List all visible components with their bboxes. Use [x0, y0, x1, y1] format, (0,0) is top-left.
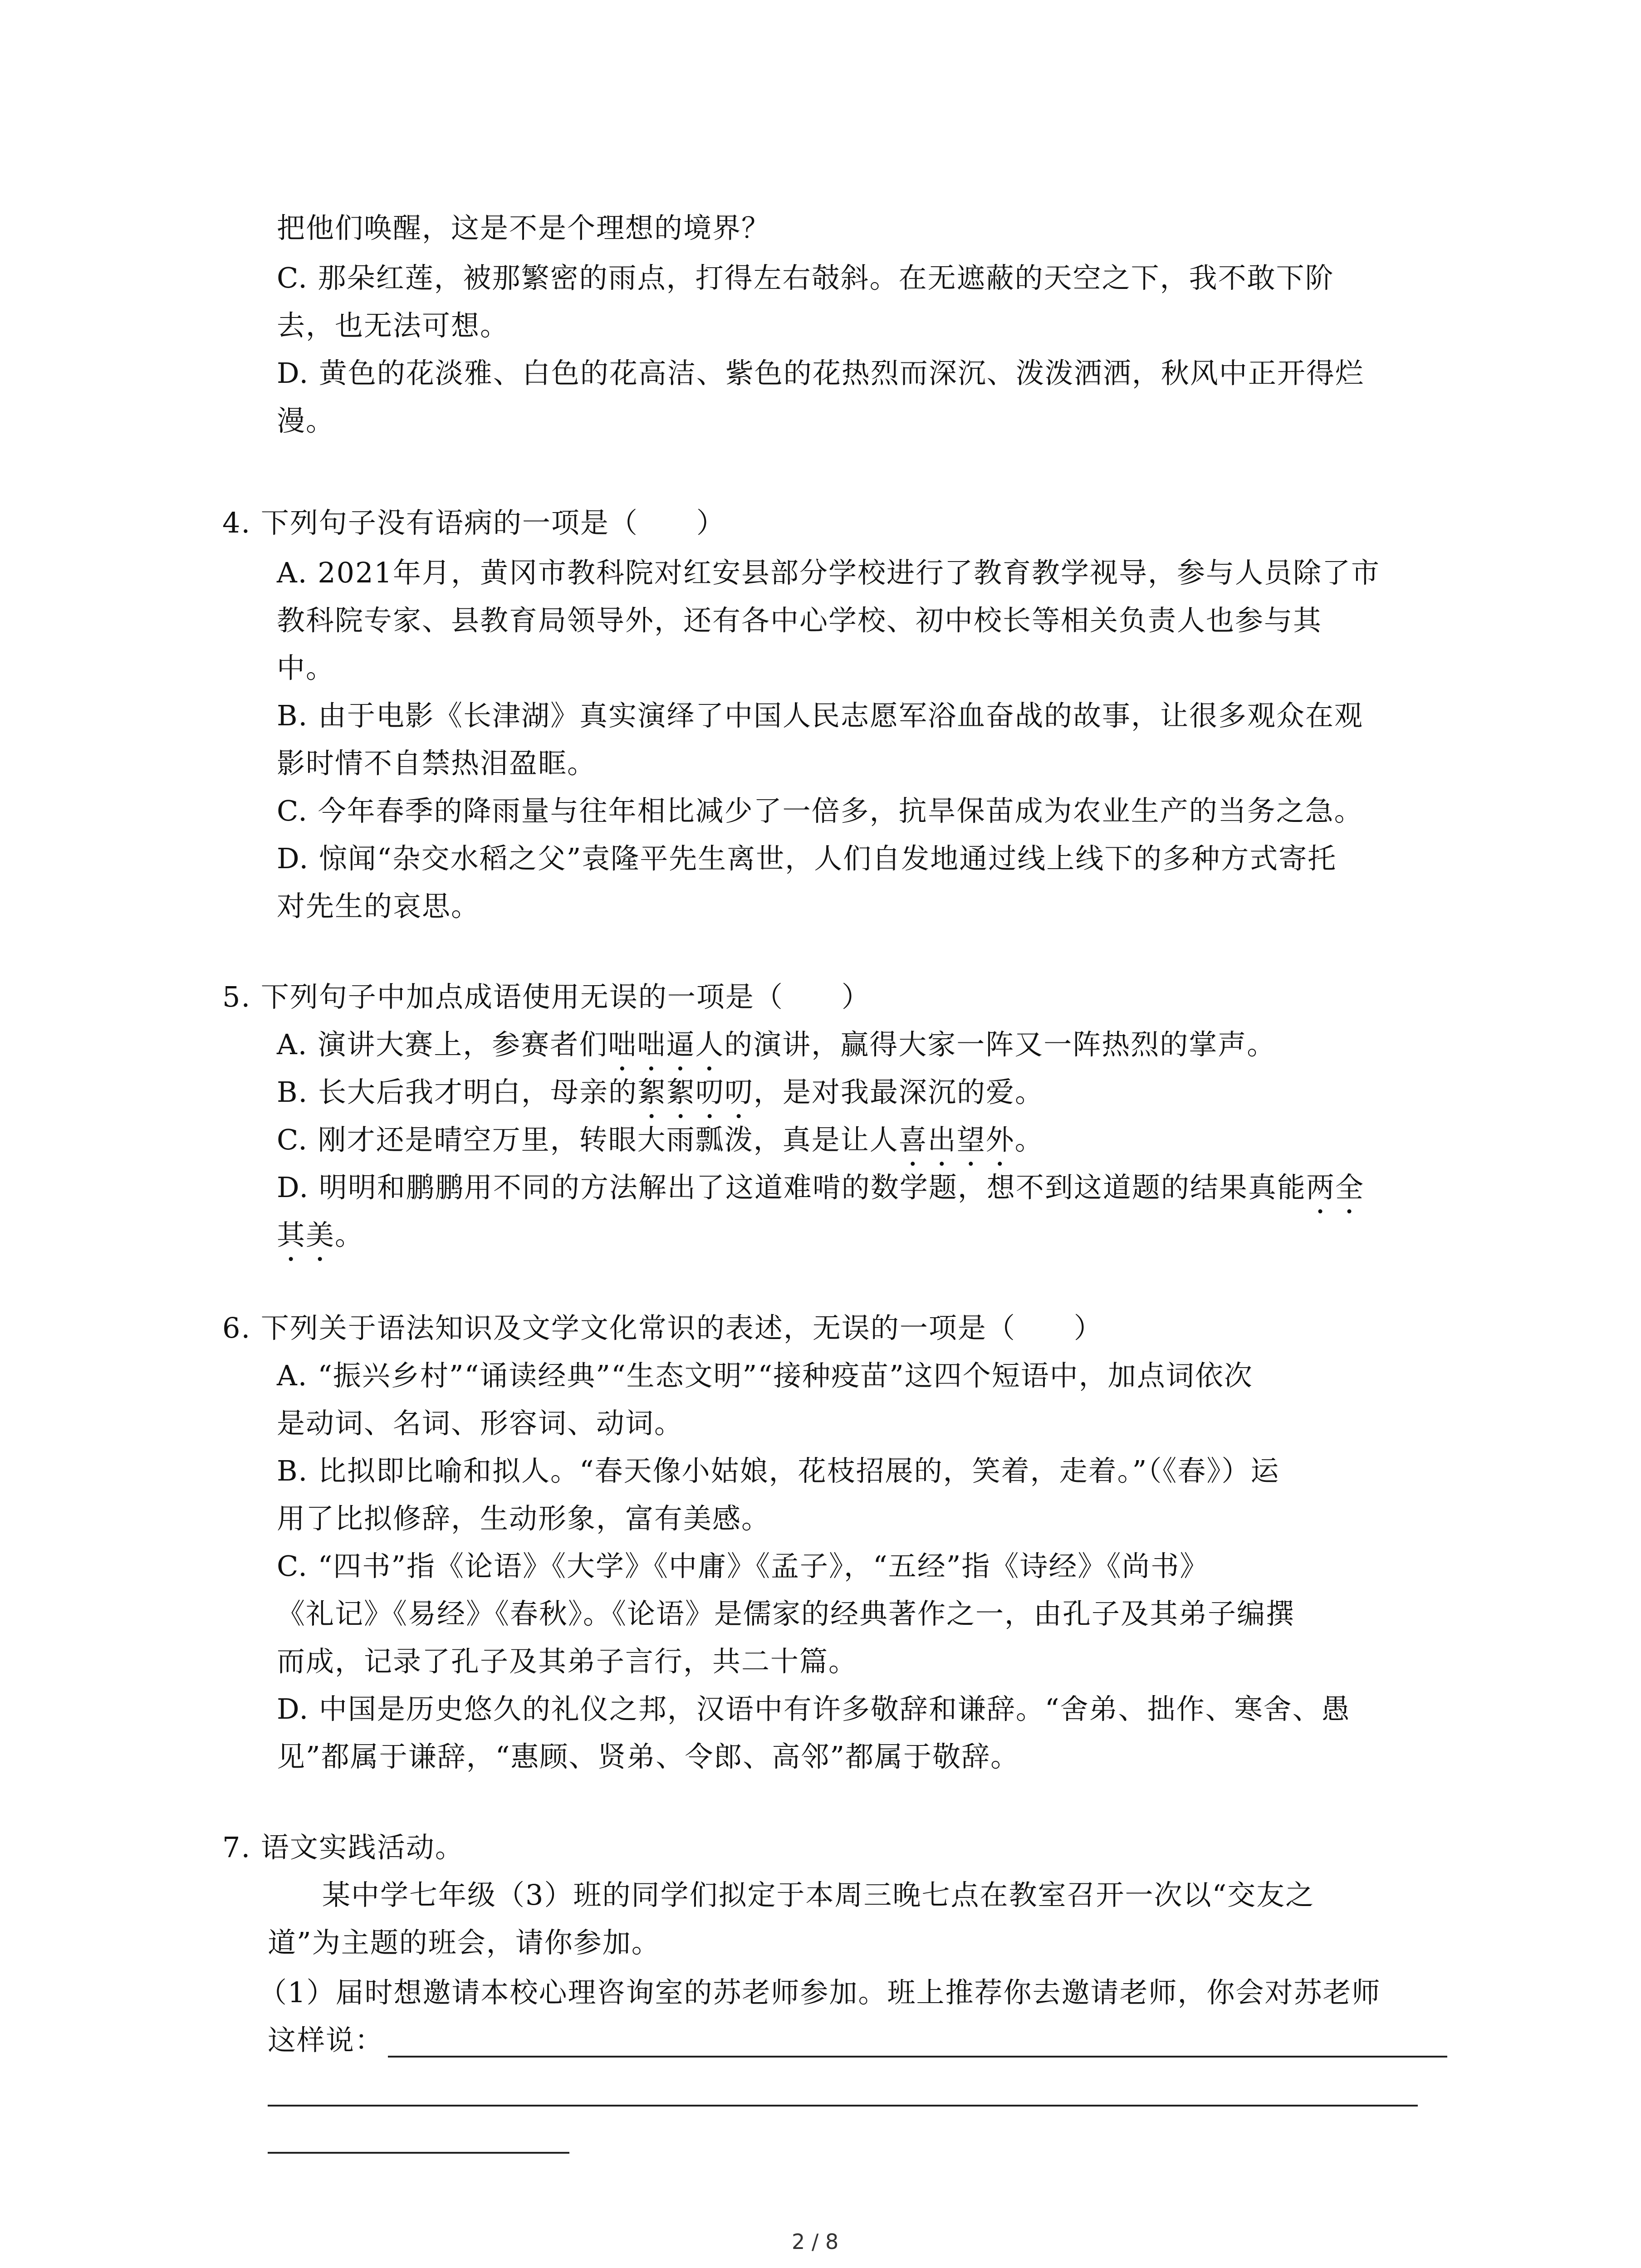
answer-blank-line-3[interactable] [268, 2152, 569, 2154]
q4-option-d: D. 惊闻“杂交水稻之父”袁隆平先生离世，人们自发地通过线上线下的多种方式寄托 [277, 842, 1337, 875]
q5-d-idiom-part1: 两全 [1306, 1171, 1364, 1204]
q4-option-a-line2: 教科院专家、县教育局领导外，还有各中心学校、初中校长等相关负责人也参与其 [277, 604, 1323, 637]
q6-option-b-line2: 用了比拟修辞，生动形象，富有美感。 [277, 1502, 771, 1535]
q4-stem: 4. 下列句子没有语病的一项是（ ） [222, 506, 725, 539]
q5-option-d-line2 [277, 1213, 364, 1268]
q5-c-idiom: 喜出望外 [898, 1123, 1015, 1156]
q3-option-b-continued: 把他们唤醒，这是不是个理想的境界？ [277, 211, 771, 244]
q3-option-c: C. 那朵红莲，被那繁密的雨点，打得左右攲斜。在无遮蔽的天空之下，我不敢下阶 [277, 261, 1334, 294]
q3-option-c-continued: 去，也无法可想。 [277, 309, 509, 342]
q5-a-text: A. 演讲大赛上，参赛者们 [277, 1028, 608, 1061]
q4-option-b-line2: 影时情不自禁热泪盈眶。 [277, 747, 597, 780]
q6-option-c-line2: 《礼记》《易经》《春秋》。《论语》是儒家的经典著作之一，由孔子及其弟子编撰 [277, 1597, 1295, 1630]
q5-d-text-end: 。 [335, 1218, 364, 1251]
q6-option-c-line3: 而成，记录了孔子及其弟子言行，共二十篇。 [277, 1645, 858, 1678]
q4-option-b: B. 由于电影《长津湖》真实演绎了中国人民志愿军浴血奋战的故事，让很多观众在观 [277, 699, 1363, 732]
q5-d-idiom-part2: 其美 [277, 1218, 335, 1251]
q3-option-d-continued: 漫。 [277, 404, 335, 437]
q6-stem: 6. 下列关于语法知识及文学文化常识的表述，无误的一项是（ ） [222, 1311, 1103, 1344]
q6-option-d-line2: 见”都属于谦辞，“惠顾、贤弟、令郎、高邻”都属于敬辞。 [277, 1740, 1020, 1773]
q5-option-d [277, 1166, 1364, 1220]
q4-option-a: A. 2021年月，黄冈市教科院对红安县部分学校进行了教育教学视导，参与人员除了市 [277, 556, 1380, 589]
q5-option-a [277, 1023, 1276, 1077]
q5-option-b [277, 1070, 1044, 1125]
q5-option-c [277, 1118, 1044, 1173]
q5-c-text: C. 刚才还是晴空万里，转眼大雨瓢泼，真是让人 [277, 1123, 899, 1156]
q4-option-a-line3: 中。 [277, 651, 335, 684]
answer-blank-line-2[interactable] [268, 2105, 1418, 2107]
q6-option-d: D. 中国是历史悠久的礼仪之邦，汉语中有许多敬辞和谦辞。“舍弟、拙作、寒舍、愚 [277, 1692, 1351, 1725]
q7-sub1: （1）届时想邀请本校心理咨询室的苏老师参加。班上推荐你去邀请老师，你会对苏老师 [259, 1976, 1381, 2009]
q4-option-d-line2: 对先生的哀思。 [277, 890, 480, 923]
q5-b-idiom: 絮絮叨叨 [637, 1075, 754, 1109]
q4-option-c: C. 今年春季的降雨量与往年相比减少了一倍多，抗旱保苗成为农业生产的当务之急。 [277, 794, 1363, 827]
q5-b-text: B. 长大后我才明白，母亲的 [277, 1075, 637, 1109]
q3-option-d: D. 黄色的花淡雅、白色的花高洁、紫色的花热烈而深沉、泼泼洒洒，秋风中正开得烂 [277, 357, 1364, 390]
q5-b-text-end: ，是对我最深沉的爱。 [754, 1075, 1044, 1109]
answer-blank-line-1[interactable] [388, 2056, 1447, 2058]
q7-intro-line2: 道”为主题的班会，请你参加。 [268, 1926, 661, 1959]
q5-a-text-end: 的演讲，赢得大家一阵又一阵热烈的掌声。 [724, 1028, 1276, 1061]
q5-d-text: D. 明明和鹏鹏用不同的方法解出了这道难啃的数学题，想不到这道题的结果真能 [277, 1171, 1306, 1204]
q6-option-a: A. “振兴乡村”“诵读经典”“生态文明”“接种疫苗”这四个短语中，加点词依次 [277, 1359, 1253, 1392]
q6-option-c: C. “四书”指《论语》《大学》《中庸》《孟子》，“五经”指《诗经》《尚书》 [277, 1549, 1209, 1583]
page-number: 2 / 8 [792, 2229, 839, 2254]
q5-c-text-end: 。 [1014, 1123, 1044, 1156]
q7-sub1-line2: 这样说： [268, 2024, 384, 2057]
q6-option-a-line2: 是动词、名词、形容词、动词。 [277, 1407, 684, 1440]
q7-intro: 某中学七年级（3）班的同学们拟定于本周三晚七点在教室召开一次以“交友之 [322, 1878, 1315, 1911]
q5-a-idiom: 咄咄逼人 [608, 1028, 725, 1061]
q6-option-b: B. 比拟即比喻和拟人。“春天像小姑娘，花枝招展的，笑着，走着。”（《春》）运 [277, 1454, 1280, 1487]
q5-stem: 5. 下列句子中加点成语使用无误的一项是（ ） [222, 980, 871, 1013]
q7-stem: 7. 语文实践活动。 [222, 1831, 464, 1864]
